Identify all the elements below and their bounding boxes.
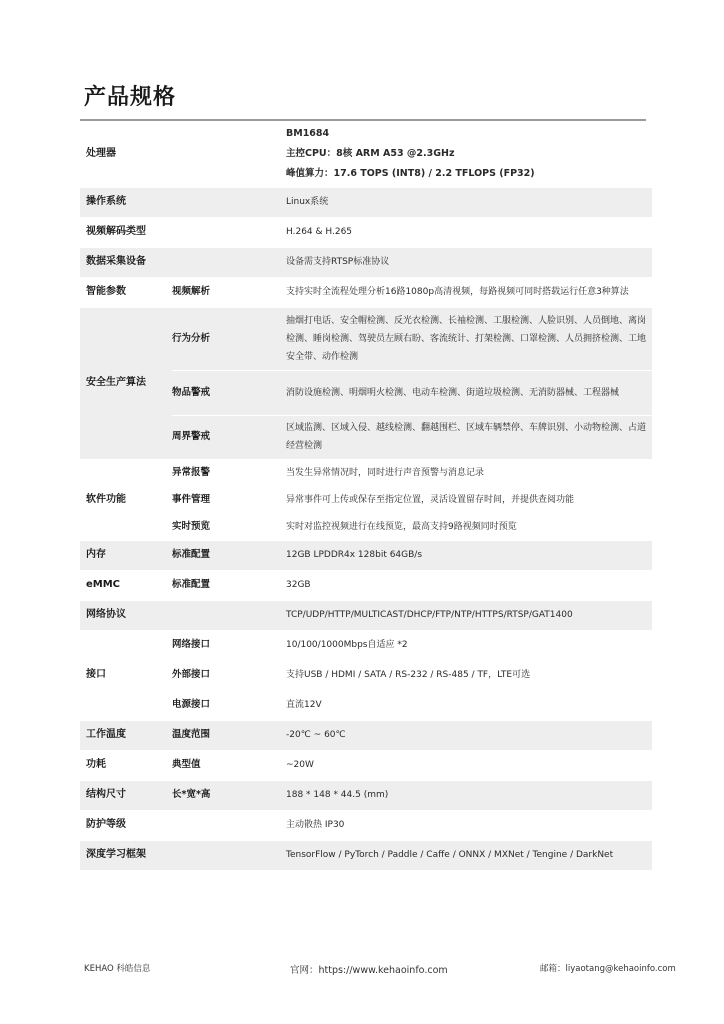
row-value: 支持实时全流程处理分析16路1080p高清视频，每路视频可同时搭载运行任意3种算法 (286, 277, 652, 307)
spec-table (80, 121, 652, 871)
row-value: 支持USB / HDMI / SATA / RS-232 / RS-485 / TF，LTE可选 (286, 660, 652, 690)
row-label: 数据采集设备 (80, 247, 172, 277)
row-sublabel: 长*宽*高 (172, 780, 286, 810)
row-value: 10/100/1000Mbps自适应 *2 (286, 630, 652, 660)
row-value: ~20W (286, 750, 652, 780)
row-sublabel: 事件管理 (172, 486, 286, 513)
row-label: 功耗 (80, 750, 172, 780)
row-value: 实时对监控视频进行在线预览，最高支持9路视频同时预览 (286, 513, 652, 540)
row-sublabel: 标准配置 (172, 540, 286, 570)
row-sublabel: 行为分析 (172, 307, 286, 370)
row-sublabel: 网络接口 (172, 630, 286, 660)
processor-line: 峰值算力：17.6 TOPS (INT8) / 2.2 TFLOPS (FP32) (286, 167, 535, 179)
row-label: 操作系统 (80, 187, 172, 217)
row-value: 12GB LPDDR4x 128bit 64GB/s (286, 540, 652, 570)
processor-line: BM1684 (286, 127, 330, 139)
row-label: 软件功能 (80, 459, 172, 540)
row-value: TCP/UDP/HTTP/MULTICAST/DHCP/FTP/NTP/HTTPS/RTSP/GAT1400 (286, 600, 652, 630)
row-value: 188 * 148 * 44.5 (mm) (286, 780, 652, 810)
row-sublabel: 周界警戒 (172, 415, 286, 459)
row-label: 接口 (80, 630, 172, 720)
row-label: 视频解码类型 (80, 217, 172, 247)
row-value: Linux系统 (286, 187, 652, 217)
table-row (80, 750, 652, 780)
row-sublabel: 外部接口 (172, 660, 286, 690)
table-row (80, 121, 652, 187)
row-value: 32GB (286, 570, 652, 600)
table-row (80, 570, 652, 600)
footer-email: 邮箱：liyaotang@kehaoinfo.com (540, 964, 676, 974)
row-sublabel: 标准配置 (172, 570, 286, 600)
row-label: 安全生产算法 (80, 307, 172, 459)
table-row (80, 540, 652, 570)
row-label: 防护等级 (80, 810, 172, 840)
table-row (80, 780, 652, 810)
row-sublabel: 视频解析 (172, 277, 286, 307)
row-label: 智能参数 (80, 277, 172, 307)
row-value: 抽烟打电话、安全帽检测、反光衣检测、长袖检测、工服检测、人脸识别、人员倒地、离岗检测、睡岗检测、驾驶员左顾右盼、客流统计、打架检测、口罩检测、人员拥挤检测、工地安全带、动作检测 (286, 307, 652, 370)
processor-line: 主控CPU：8核 ARM A53 @2.3GHz (286, 147, 455, 159)
table-row (80, 187, 652, 217)
row-value: 设备需支持RTSP标准协议 (286, 247, 652, 277)
row-label: 深度学习框架 (80, 840, 172, 870)
row-value: H.264 & H.265 (286, 217, 652, 247)
row-label: 处理器 (80, 121, 172, 187)
table-row (80, 810, 652, 840)
row-value: 当发生异常情况时，同时进行声音预警与消息记录 (286, 459, 652, 486)
table-row (80, 720, 652, 750)
footer-company: KEHAO 科皓信息 (84, 964, 151, 974)
row-value: 异常事件可上传或保存至指定位置，灵活设置留存时间，并提供查阅功能 (286, 486, 652, 513)
row-label: eMMC (80, 570, 172, 600)
table-row (80, 217, 652, 247)
row-sublabel: 物品警戒 (172, 370, 286, 415)
row-value: -20℃ ~ 60℃ (286, 720, 652, 750)
table-row (80, 630, 652, 660)
row-value: 主动散热 IP30 (286, 810, 652, 840)
table-row (80, 840, 652, 870)
row-sublabel: 实时预览 (172, 513, 286, 540)
row-sublabel: 电源接口 (172, 690, 286, 720)
row-value: 直流12V (286, 690, 652, 720)
row-label: 工作温度 (80, 720, 172, 750)
row-sublabel: 异常报警 (172, 459, 286, 486)
row-sublabel: 典型值 (172, 750, 286, 780)
page-title: 产品规格 (84, 85, 177, 110)
table-row (80, 277, 652, 307)
row-sublabel: 温度范围 (172, 720, 286, 750)
row-label: 内存 (80, 540, 172, 570)
table-row (80, 247, 652, 277)
table-row (80, 459, 652, 486)
row-label: 网络协议 (80, 600, 172, 630)
table-row (80, 307, 652, 370)
row-value: TensorFlow / PyTorch / Paddle / Caffe / ONNX / MXNet / Tengine / DarkNet (286, 840, 652, 870)
table-row (80, 600, 652, 630)
row-value: 消防设施检测、明烟明火检测、电动车检测、街道垃圾检测、无消防器械、工程器械 (286, 370, 652, 415)
row-value: 区域监测、区域入侵、越线检测、翻越围栏、区域车辆禁停、车牌识别、小动物检测、占道经营检测 (286, 415, 652, 459)
footer-website: 官网：https://www.kehaoinfo.com (290, 965, 448, 976)
row-label: 结构尺寸 (80, 780, 172, 810)
